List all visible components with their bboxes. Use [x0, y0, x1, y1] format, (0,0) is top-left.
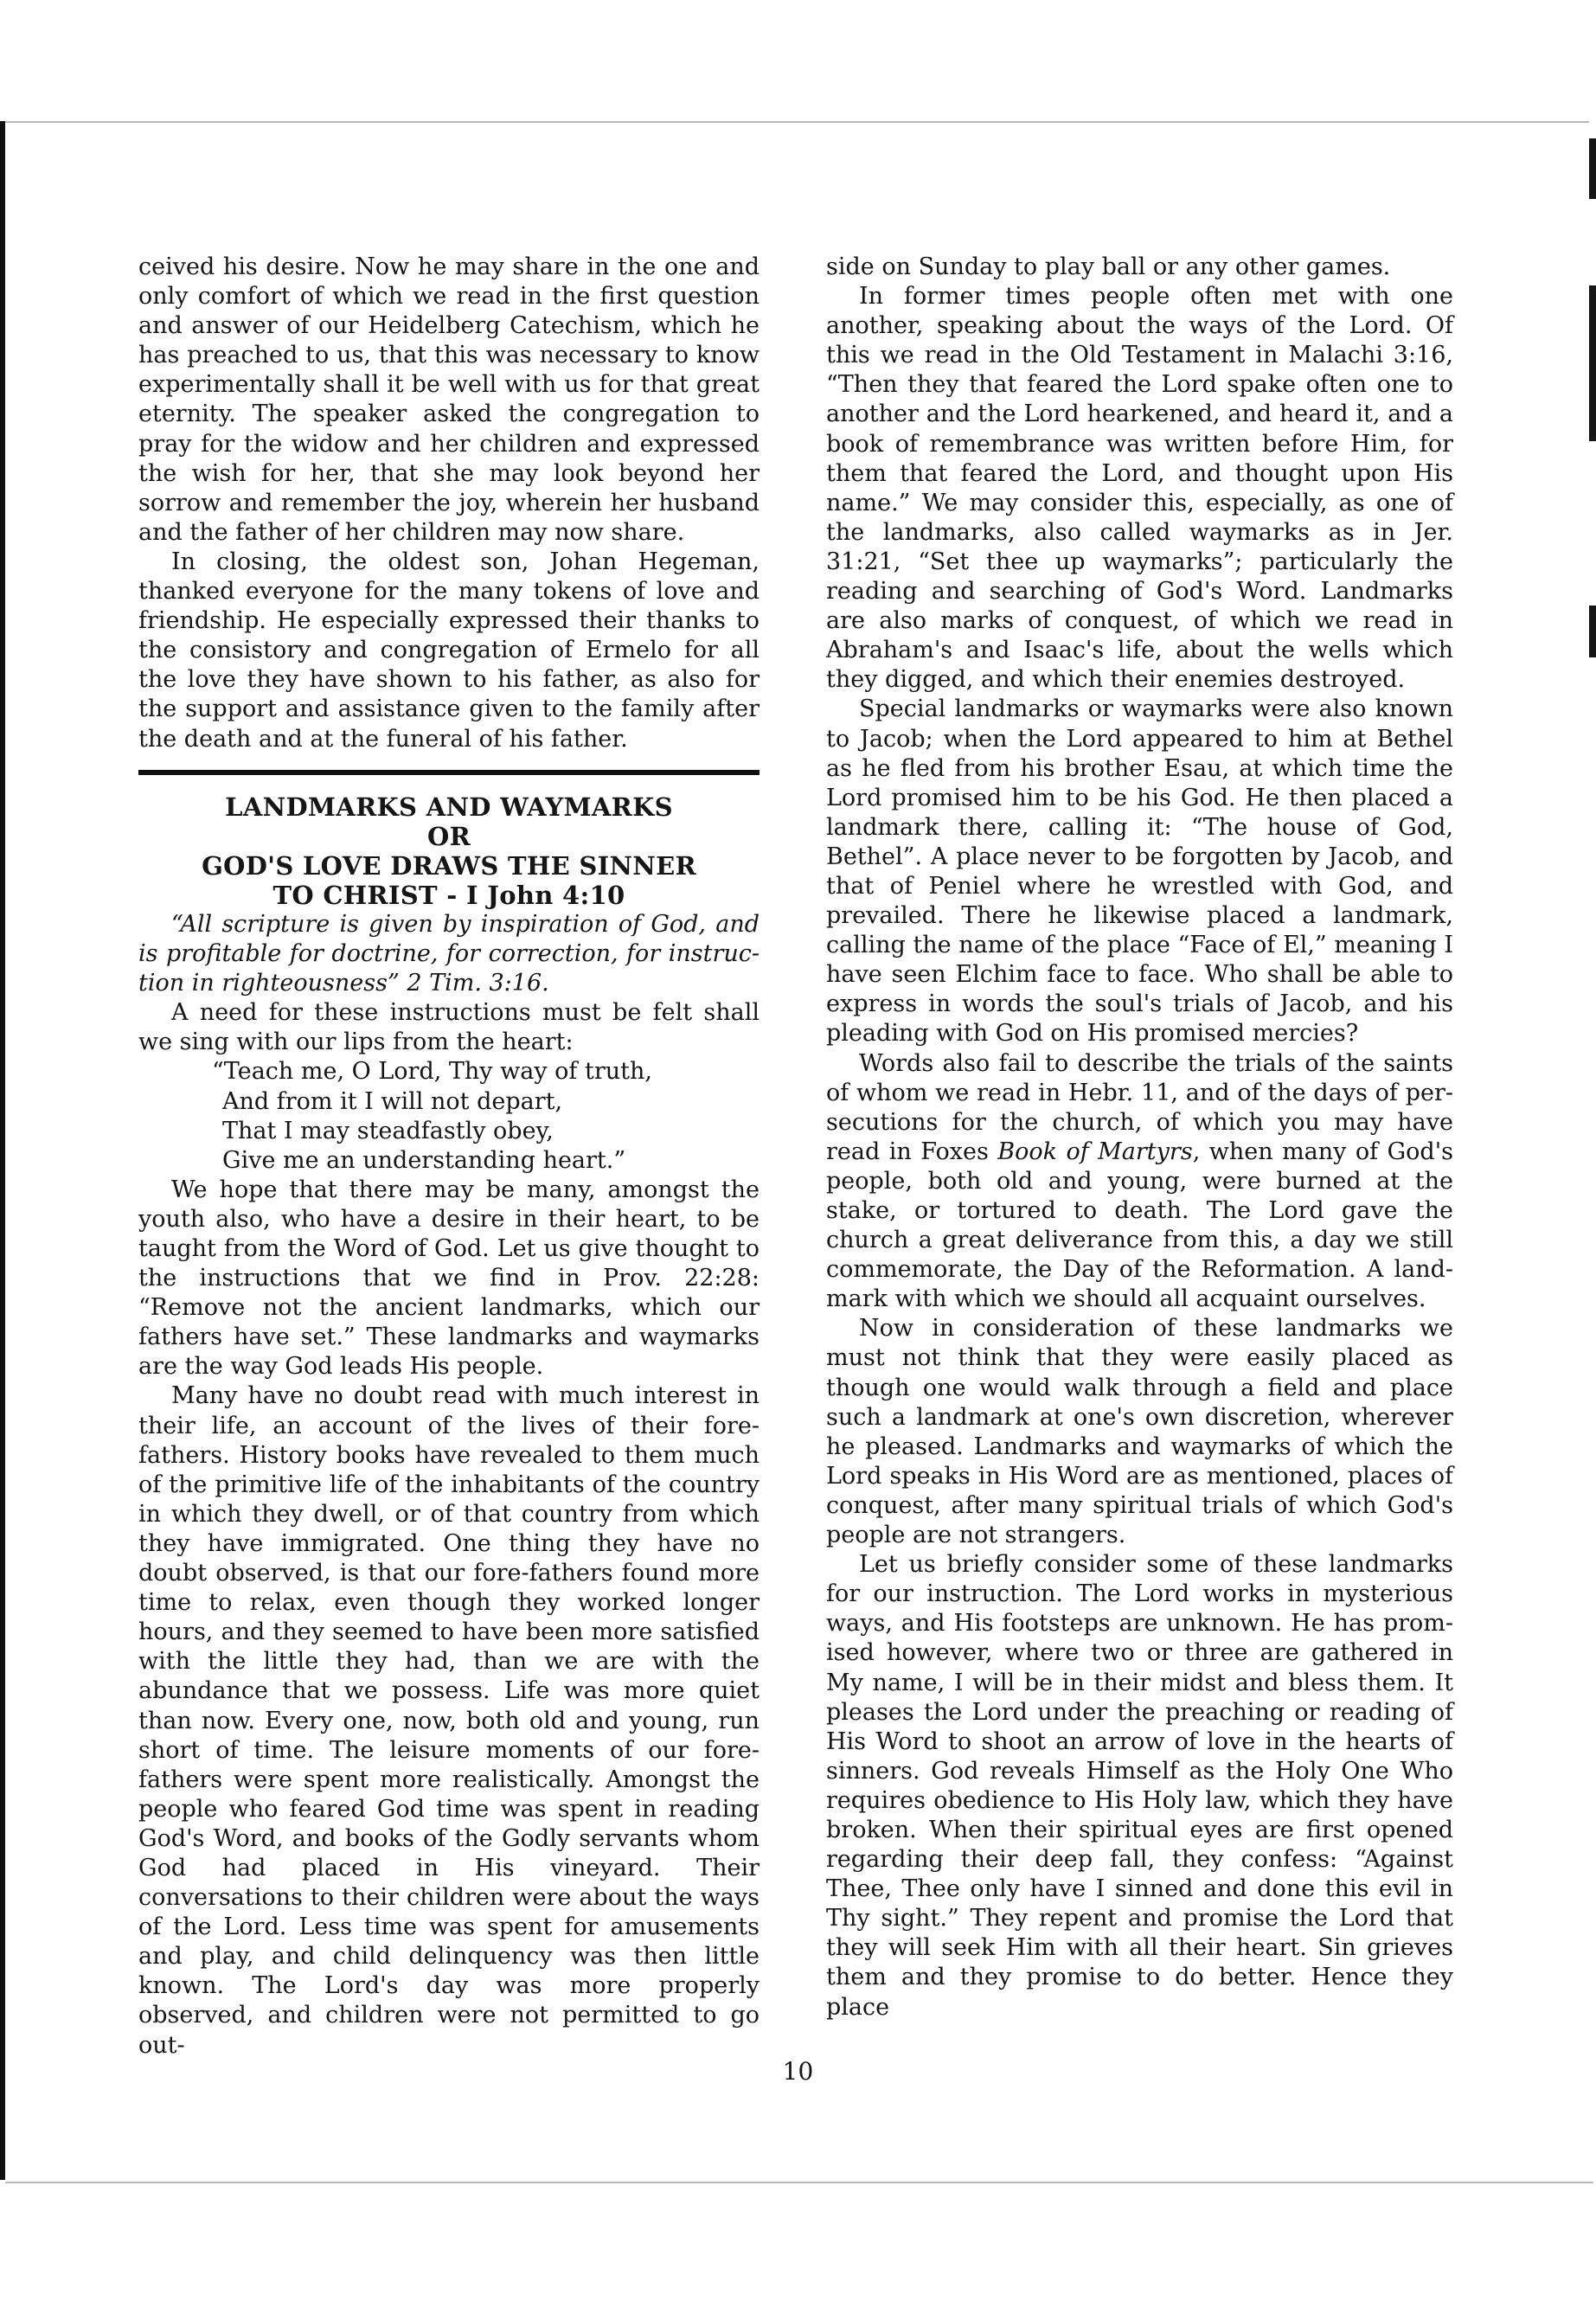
right-paragraph-5: Now in consideration of these landmarks we must not think that they were easily placed as though one would walk through a field and place such a landmark at one's own discretion, wherever he pleased. Landmarks and waymarks of which the Lord speaks in His Word are as mentioned, places of conquest, after many spiritual trials of which God's people are not strangers. — [826, 1315, 1453, 1549]
right-paragraph-2: In former times people often met with one another, speaking about the ways of the Lord. Of this we read in the Old Testament in Malachi 3:16, “Then they that feared the Lord spake often one to another and the Lord hearkened, and heard it, and a book of remembrance was written before Him, for them that feared the Lord, and thought upon His name.” We may consider this, especially, as one of the landmarks, also called waymarks as in Jer. 31:21, “Set thee up waymarks”; particularly the reading and searching of God's Word. Landmarks are also marks of conquest, of which we read in Abraham's and Isaac's life, about the wells which they digged, and which their enemies destroyed. — [826, 283, 1453, 694]
text-run: Words also fail to describe the trials of the saints of whom we read in Hebr. 11, and of the days of persecutions for the church, of which you may have read in Foxes — [826, 1049, 1453, 1165]
article-title-line-4: TO CHRIST - I John 4:10 — [272, 880, 625, 910]
article-title-line-2: OR — [427, 821, 471, 851]
left-paragraph-3: A need for these instructions must be felt shall we sing with our lips from the heart: — [138, 999, 760, 1056]
verse-line: “Teach me, O Lord, Thy way of truth, — [212, 1058, 652, 1086]
left-paragraph-4: We hope that there may be many, amongst the youth also, who have a desire in their heart, to be taught from the Word of God. Let us give thought to the instructions that we find in Prov. 22:28: “Remove not the ancient landmarks, which our fathers have set.” These landmarks and waymarks are the way God leads His people. — [138, 1176, 760, 1381]
article-title-line-3: GOD'S LOVE DRAWS THE SINNER — [202, 850, 696, 881]
scan-right-edge — [1589, 121, 1596, 2180]
left-column — [138, 253, 760, 2061]
hymn-verse — [212, 1057, 760, 1175]
verse-line: That I may steadfastly obey, — [222, 1117, 554, 1144]
article-title-line-1: LANDMARKS AND WAYMARKS — [225, 792, 673, 822]
right-paragraph-3: Special landmarks or waymarks were also known to Jacob; when the Lord appeared to him at Bethel as he fled from his brother Esau, at which time the Lord promised him to be his God. He then placed a landmark there, calling it: “The house of God, Bethel”. A place never to be forgotten by Jacob, and that of Peniel where he wrestled with God, and prevailed. There he likewise placed a landmark, calling the name of the place “Face of El,” meaning I have seen Elchim face to face. Who shall be able to express in words the soul's trials of Jacob, and his pleading with God on His promised mercies? — [826, 695, 1453, 1048]
left-paragraph-5: Many have no doubt read with much interest in their life, an account of the lives of their fore-fathers. History books have revealed to them much of the primitive life of the inhabitants of the country in which they dwell, or of that country from which they have immigrated. One thing they have no doubt observed, is that our fore-fathers found more time to relax, even though they worked longer hours, and they seemed to have been more satisfied with the little they had, than we are with the abundance that we possess. Life was more quiet than now. Every one, now, both old and young, run short of time. The leisure moments of our fore-fathers were spent more realistically. Amongst the people who feared God time was spent in reading God's Word, and books of the Godly servants whom God had placed in His vineyard. Their conversations to their children were about the ways of the Lord. Less time was spent for amusements and play, and child delinquency was then little known. The Lord's day was more properly observed, and children were not permitted to go out- — [138, 1382, 760, 2059]
right-paragraph-1: side on Sunday to play ball or any other games. — [826, 253, 1391, 280]
epigraph-quote: “All scripture is given by inspiration of God, and is profitable for doctrine, for correction, for instruction in righteousness” 2 Tim. 3:16. — [138, 910, 760, 997]
verse-line: And from it I will not depart, — [222, 1087, 563, 1115]
page-number: 10 — [782, 2057, 814, 2086]
text-run: , when many of God's people, both old and young, were burned at the stake, or tortured to death. The Lord gave the church a great deliverance from this, a day we still commemorate, the Day of the Reformation. A landmark with which we should all acquaint ourselves. — [826, 1138, 1453, 1313]
left-paragraph-2: In closing, the oldest son, Johan Hegeman, thanked everyone for the many tokens of love and friendship. He especially expressed their thanks to the consistory and congregation of Ermelo for all the love they have shown to his father, as also for the support and assistance given to the family after the death and at the funeral of his father. — [138, 548, 760, 753]
book-title: Book of Martyrs — [997, 1138, 1193, 1165]
right-column — [826, 253, 1453, 2022]
article-heading — [138, 792, 760, 910]
right-paragraph-4 — [826, 1049, 1453, 1315]
section-divider — [138, 770, 760, 775]
left-paragraph-1: ceived his desire. Now he may share in the one and only comfort of which we read in the first question and answer of our Heidelberg Catechism, which he has preached to us, that this was necessary to know experimentally shall it be well with us for that great eternity. The speaker asked the congregation to pray for the widow and her children and expressed the wish for her, that she may look beyond her sorrow and remember the joy, wherein her husband and the father of her children may now share. — [138, 253, 760, 546]
verse-line: Give me an understanding heart.” — [222, 1146, 626, 1174]
right-paragraph-6: Let us briefly consider some of these landmarks for our instruction. The Lord works in mysterious ways, and His footsteps are unknown. He has promised however, where two or three are gathered in My name, I will be in their midst and bless them. It pleases the Lord under the preaching or reading of His Word to shoot an arrow of love in the hearts of sinners. God reveals Himself as the Holy One Who requires obedience to His Holy law, which they have broken. When their spiritual eyes are first opened regarding their deep fall, they confess: “Against Thee, Thee only have I sinned and done this evil in Thy sight.” They repent and promise the Lord that they will seek Him with all their heart. Sin grieves them and they promise to do better. Hence they place — [826, 1551, 1453, 2021]
